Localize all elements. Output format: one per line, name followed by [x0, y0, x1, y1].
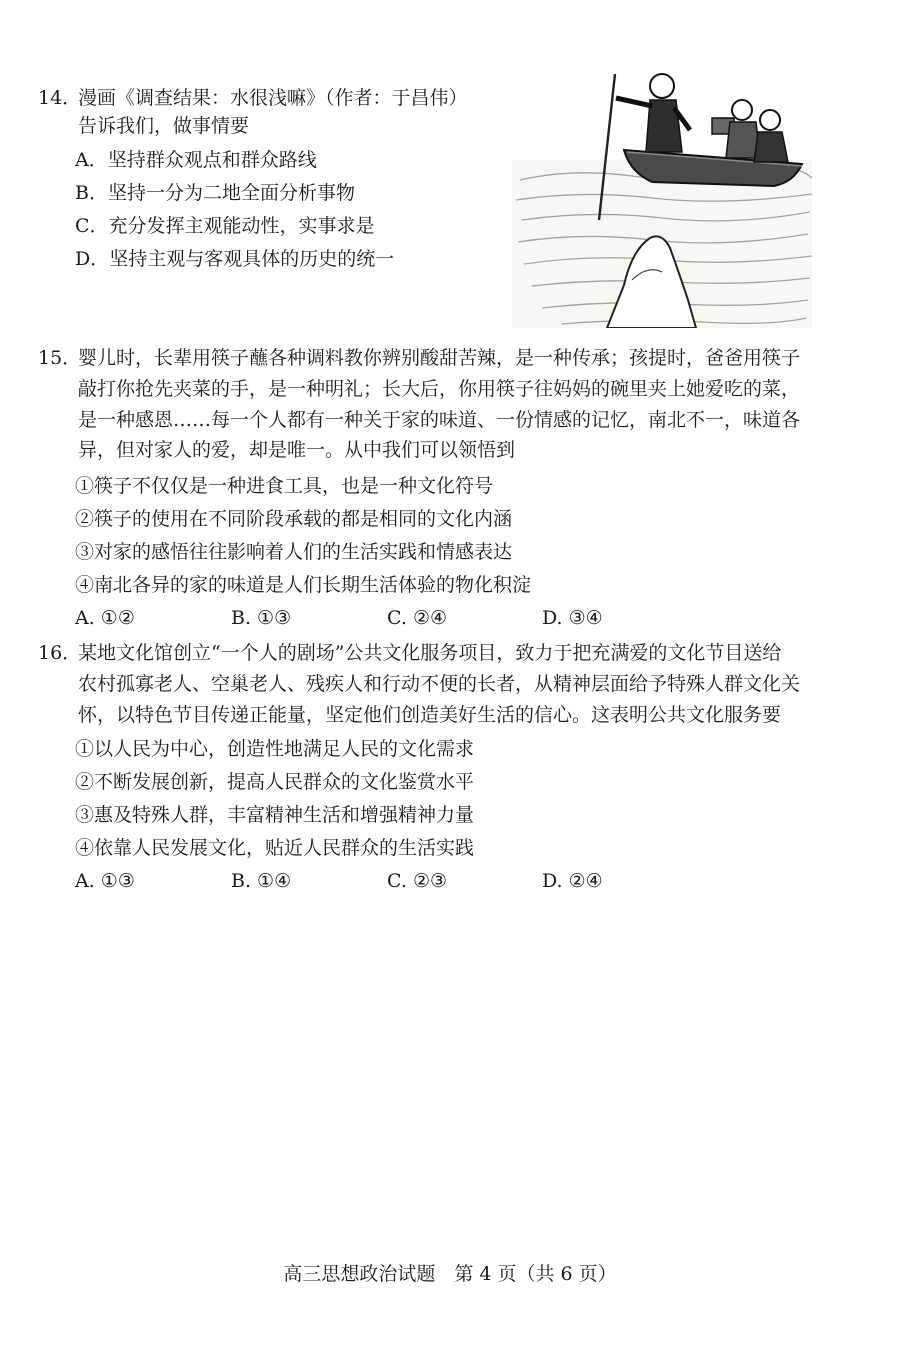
q14-stem-line-1: 漫画《调查结果：水很浅嘛》（作者：于昌伟）: [78, 87, 468, 109]
q14-option-d: D．坚持主观与客观具体的历史的统一: [75, 248, 395, 270]
q15-choice-d: D. ③④: [542, 607, 603, 629]
q14-stem-line-2: 告诉我们，做事情要: [78, 115, 250, 137]
q15-stem-line-2: 敲打你抢先夹菜的手，是一种明礼；长大后，你用筷子往妈妈的碗里夹上她爱吃的菜，: [78, 378, 801, 400]
q15-stem-line-1: 婴儿时，长辈用筷子蘸各种调料教你辨别酸甜苦辣，是一种传承；孩提时，爸爸用筷子: [78, 347, 801, 369]
q16-statement-2: ②不断发展创新，提高人民群众的文化鉴赏水平: [75, 771, 475, 793]
q16-number: 16．: [38, 642, 82, 664]
q16-stem-line-1: 某地文化馆创立“一个人的剧场”公共文化服务项目，致力于把充满爱的文化节目送给: [78, 642, 782, 664]
q15-statement-3: ③对家的感悟往往影响着人们的生活实践和情感表达: [75, 541, 513, 563]
q14-number: 14．: [38, 87, 82, 109]
q15-stem-line-4: 异，但对家人的爱，却是唯一。从中我们可以领悟到: [78, 439, 516, 461]
q16-choice-d: D. ②④: [542, 870, 603, 892]
q15-statement-1: ①筷子不仅仅是一种进食工具，也是一种文化符号: [75, 475, 494, 497]
q14-option-a: A．坚持群众观点和群众路线: [75, 149, 317, 171]
official-figure-icon: [616, 74, 690, 152]
cartoon-illustration: [512, 60, 812, 328]
photographer-figure-icon: [712, 100, 760, 158]
q15-number: 15．: [38, 347, 82, 369]
q16-stem-line-3: 怀，以特色节目传递正能量，坚定他们创造美好生活的信心。这表明公共文化服务要: [78, 704, 782, 726]
q16-statement-1: ①以人民为中心，创造性地满足人民的文化需求: [75, 738, 475, 760]
q15-stem-line-3: 是一种感恩……每一个人都有一种关于家的味道、一份情感的记忆，南北不一，味道各: [78, 409, 801, 431]
q15-choice-b: B. ①③: [231, 607, 292, 629]
seated-figure-icon: [754, 110, 788, 162]
q16-choice-c: C. ②③: [387, 870, 448, 892]
page-footer: 高三思想政治试题 第 4 页（共 6 页）: [283, 1263, 617, 1285]
q16-stem-line-2: 农村孤寡老人、空巢老人、残疾人和行动不便的长者，从精神层面给予特殊人群文化关: [78, 673, 801, 695]
q16-choice-a: A. ①③: [75, 870, 135, 892]
q16-choice-b: B. ①④: [231, 870, 292, 892]
q15-choice-a: A. ①②: [75, 607, 135, 629]
q15-choice-c: C. ②④: [387, 607, 448, 629]
q14-option-c: C．充分发挥主观能动性，实事求是: [75, 215, 375, 237]
q14-option-b: B．坚持一分为二地全面分析事物: [75, 182, 355, 204]
q15-statement-2: ②筷子的使用在不同阶段承载的都是相同的文化内涵: [75, 508, 513, 530]
q15-statement-4: ④南北各异的家的味道是人们长期生活体验的物化积淀: [75, 574, 532, 596]
q16-statement-3: ③惠及特殊人群，丰富精神生活和增强精神力量: [75, 804, 475, 826]
q16-statement-4: ④依靠人民发展文化，贴近人民群众的生活实践: [75, 837, 475, 859]
